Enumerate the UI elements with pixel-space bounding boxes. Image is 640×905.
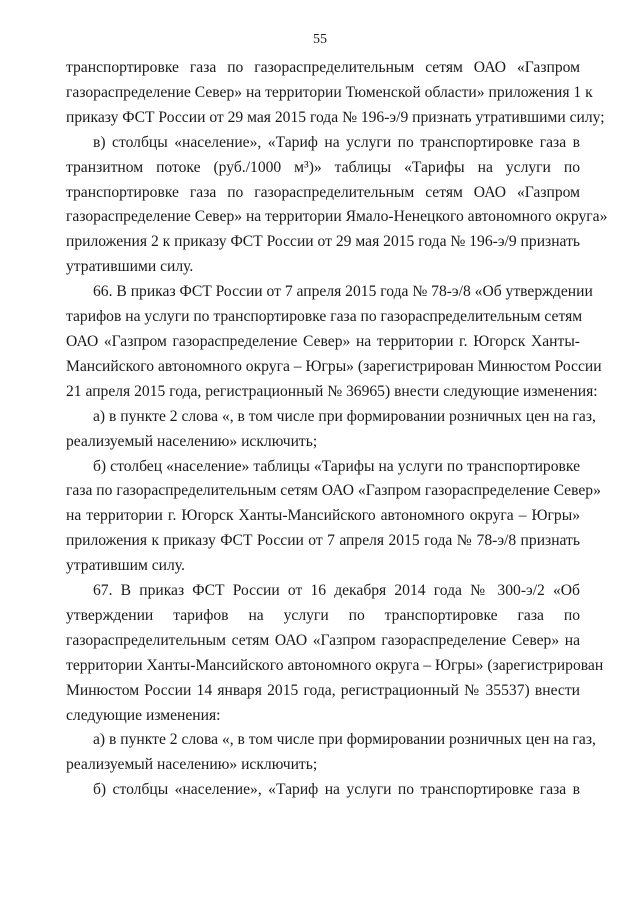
text-line: приказу ФСТ России от 29 мая 2015 года № 196-э/9 признать утратившими силу; [66,108,605,126]
paragraph-item-v [66,131,608,280]
text-line: а) в пункте 2 слова «, в том числе при формировании розничных цен на газ, [93,731,596,749]
text-line: газораспределение Север» на территории Тюменской области» приложения 1 к [66,83,593,101]
document-body [66,56,608,803]
text-line: Минюстом России 14 января 2015 года, регистрационный № 35537) внести [66,681,580,699]
paragraph-item-a [66,405,596,455]
text-line: транспортировке газа по газораспределительным сетям ОАО «Газпром [66,183,580,201]
text-line: 67. В приказ ФСТ России от 16 декабря 2014 года № 300-э/2 «Об [93,582,580,600]
paragraph-item-a [66,728,596,778]
paragraph-item-b [66,455,601,580]
text-line: в) столбцы «население», «Тариф на услуги по транспортировке газа в [93,133,580,151]
paragraph-67 [66,579,604,728]
text-line: реализуемый населению» исключить; [66,756,318,774]
text-line: приложения 2 к приказу ФСТ России от 29 мая 2015 года № 196-э/9 признать [66,233,580,251]
text-line: ОАО «Газпром газораспределение Север» на территории г. Югорск Ханты- [66,332,580,350]
paragraph-66 [66,280,602,405]
text-line: тарифов на услуги по транспортировке газа по газораспределительным сетям [66,308,583,326]
text-line: транспортировке газа по газораспределительным сетям ОАО «Газпром [66,59,580,76]
text-line: транзитном потоке (руб./1000 м³)» таблицы «Тарифы на услуги по [66,158,580,176]
text-line: 21 апреля 2015 года, регистрационный № 36965) внести следующие изменения: [66,382,598,400]
text-line: приложения к приказу ФСТ России от 7 апреля 2015 года № 78-э/8 признать [66,532,580,550]
text-line: а) в пункте 2 слова «, в том числе при формировании розничных цен на газ, [93,407,596,425]
text-line: на территории г. Югорск Ханты-Мансийского автономного округа – Югры» [66,507,580,525]
text-line: следующие изменения: [66,706,221,724]
text-line: б) столбец «население» таблицы «Тарифы на услуги по транспортировке [93,457,580,475]
page-number: 55 [313,32,327,47]
paragraph-item-b [66,778,580,803]
text-line: территории Ханты-Мансийского автономного округа – Югры» (зарегистрирован [66,656,604,674]
text-line: реализуемый населению» исключить; [66,432,318,450]
text-line: газораспределение Север» на территории Ямало-Ненецкого автономного округа» [66,208,608,226]
text-line: Мансийского автономного округа – Югры» (зарегистрирован Минюстом России [66,357,602,375]
text-line: утратившими силу. [66,258,194,276]
text-line: газа по газораспределительным сетям ОАО «Газпром газораспределение Север» [66,482,601,500]
text-line: утратившим силу. [66,557,185,575]
text-line: утверждении тарифов на услуги по транспортировке газа по [66,606,580,624]
text-line: б) столбцы «население», «Тариф на услуги по транспортировке газа в [93,781,580,799]
text-line: газораспределительным сетям ОАО «Газпром газораспределение Север» на [66,631,580,649]
paragraph-continuation [66,56,605,131]
text-line: 66. В приказ ФСТ России от 7 апреля 2015 года № 78-э/8 «Об утверждении [93,283,593,301]
